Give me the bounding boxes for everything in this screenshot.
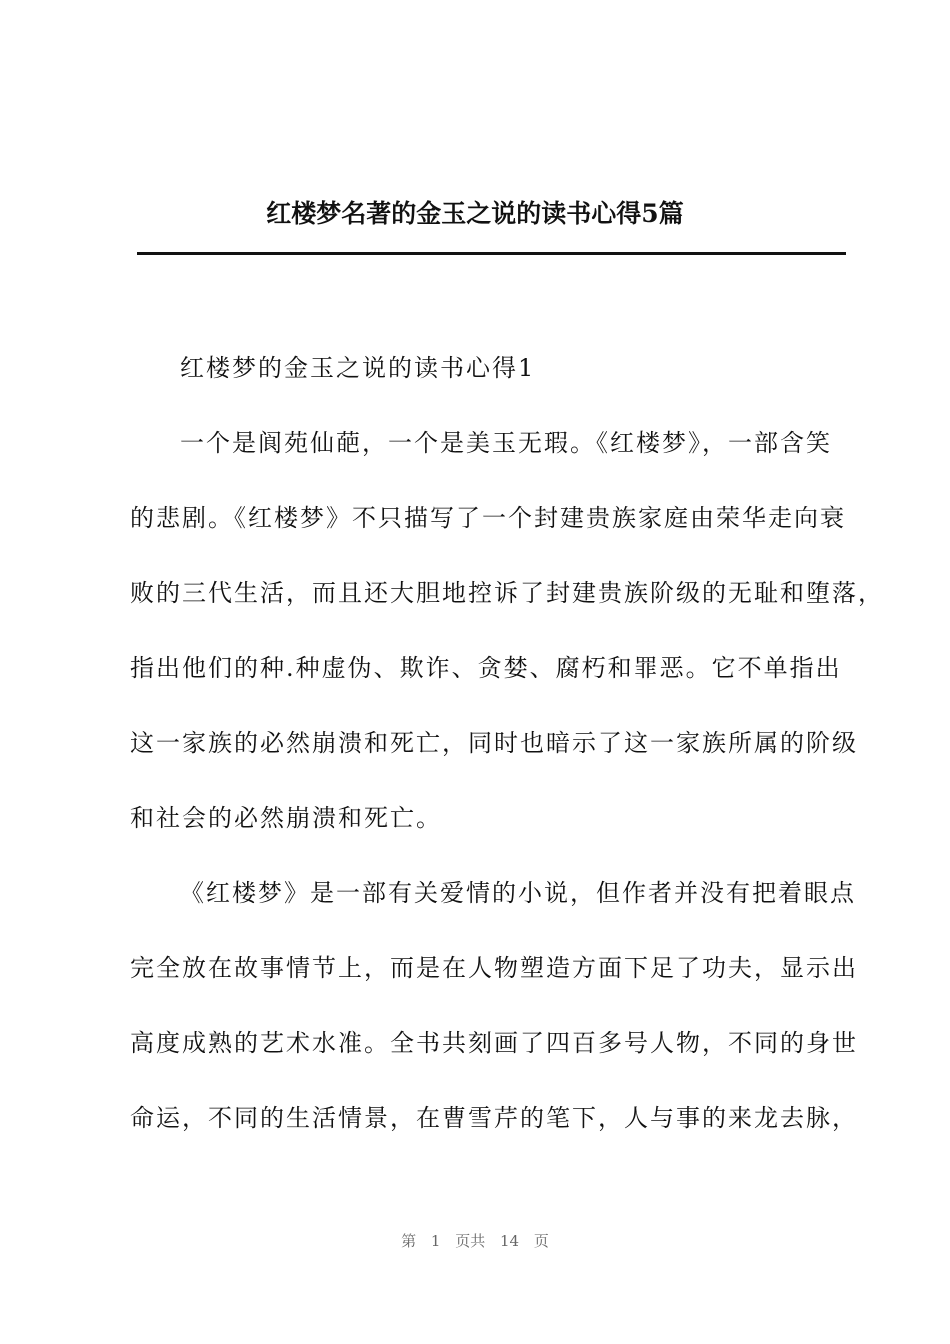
paragraph-line: 命运，不同的生活情景，在曹雪芹的笔下，人与事的来龙去脉， <box>130 1104 858 1132</box>
footer-prefix: 第 <box>401 1232 417 1250</box>
footer-middle: 页共 <box>455 1232 486 1250</box>
paragraph-line: 高度成熟的艺术水准。全书共刻画了四百多号人物，不同的身世 <box>130 1029 858 1057</box>
footer-total-pages: 14 <box>500 1232 520 1250</box>
paragraph-line: 这一家族的必然崩溃和死亡，同时也暗示了这一家族所属的阶级 <box>130 729 858 757</box>
page-footer <box>0 1230 950 1251</box>
paragraph-line: 一个是阆苑仙葩，一个是美玉无瑕。《红楼梦》，一部含笑 <box>180 429 832 457</box>
paragraph-line: 的悲剧。《红楼梦》不只描写了一个封建贵族家庭由荣华走向衰 <box>130 504 846 532</box>
document-title: 红楼梦名著的金玉之说的读书心得5篇 <box>266 199 684 228</box>
paragraph-line: 败的三代生活，而且还大胆地控诉了封建贵族阶级的无耻和堕落， <box>130 579 884 607</box>
title-underline <box>137 252 846 255</box>
footer-page-number: 1 <box>430 1232 441 1250</box>
paragraph-line: 完全放在故事情节上，而是在人物塑造方面下足了功夫，显示出 <box>130 954 858 982</box>
paragraph-line: 和社会的必然崩溃和死亡。 <box>130 804 442 832</box>
paragraph-line: 《红楼梦》是一部有关爱情的小说，但作者并没有把着眼点 <box>180 879 856 907</box>
paragraph-line: 指出他们的种.种虚伪、欺诈、贪婪、腐朽和罪恶。它不单指出 <box>130 654 842 682</box>
section-heading: 红楼梦的金玉之说的读书心得1 <box>180 354 536 382</box>
footer-suffix: 页 <box>533 1232 549 1250</box>
